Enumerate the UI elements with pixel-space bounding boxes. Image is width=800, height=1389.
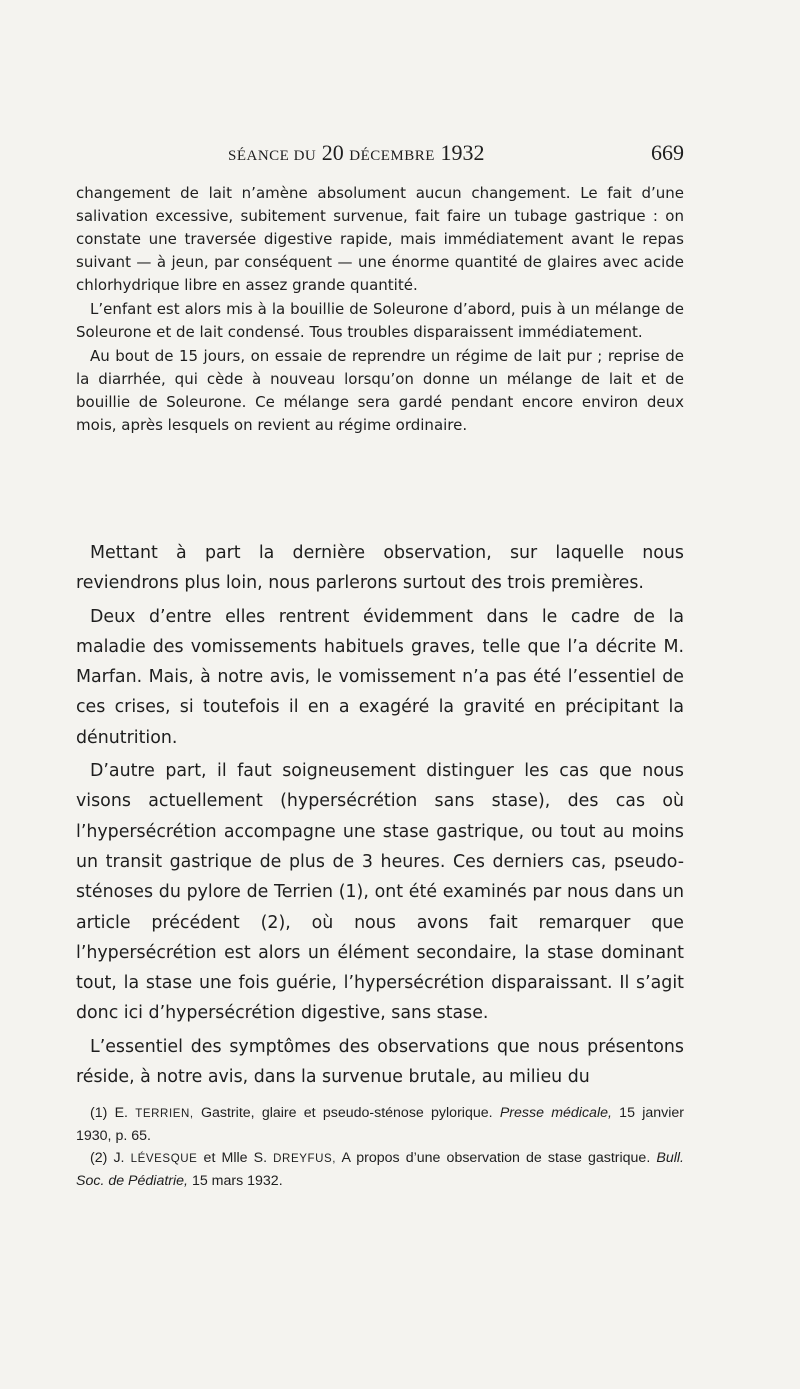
footnote-text: A propos d’une observation de stase gastrique. bbox=[336, 1150, 657, 1166]
page-number: 669 bbox=[651, 140, 684, 165]
footnotes bbox=[76, 1102, 684, 1192]
seance-prefix: SÉANCE DU bbox=[228, 148, 317, 164]
footnote-text: Gastrite, glaire et pseudo-sténose pylorique. bbox=[193, 1105, 500, 1121]
footnote-marker: (1) E. bbox=[90, 1105, 128, 1121]
footnote-journal: Presse médicale, bbox=[499, 1105, 612, 1121]
running-title bbox=[228, 140, 484, 166]
body-paragraph: Deux d’entre elles rentrent évidemment dans le cadre de la maladie des vomissements habituels graves, telle que l’a décrite M. Marfan. Mais, à notre avis, le vomissement n’a pas été l’essentiel de ces crises, si toutefois il en a exagéré la gravité en précipitant la dénutrition. bbox=[76, 606, 684, 748]
footnote-mid: et Mlle S. bbox=[197, 1150, 274, 1166]
footnote-author: DREYFUS, bbox=[273, 1153, 337, 1165]
footnote-tail: 15 janvier 1930, p. 65. bbox=[76, 1105, 684, 1144]
footnote-marker: (2) J. bbox=[90, 1150, 125, 1166]
footnote-author: TERRIEN, bbox=[135, 1108, 194, 1120]
body-paragraph: L’essentiel des symptômes des observations que nous présentons réside, à notre avis, dans la survenue brutale, au milieu du bbox=[76, 1036, 684, 1088]
observation-paragraph: Au bout de 15 jours, on essaie de reprendre un régime de lait pur ; reprise de la diarrhée, qui cède à nouveau lorsqu’on donne un mélange de lait et de bouillie de Soleurone. Ce mélange sera gardé pendant encore environ deux mois, après lesquels on revient au régime ordinaire. bbox=[76, 347, 684, 434]
body-paragraph: D’autre part, il faut soigneusement distinguer les cas que nous visons actuellement (hypersécrétion sans stase), des cas où l’hypersécrétion accompagne une stase gastrique, ou tout au moins un transit gastrique de plus de 3 heures. Ces derniers cas, pseudo-sténoses du pylore de Terrien (1), ont été examinés par nous dans un article précédent (2), où nous avons fait remarquer que l’hypersécrétion est alors un élément secondaire, la stase dominant tout, la stase une fois guérie, l’hypersécrétion disparaissant. Il s’agit donc ici d’hypersécrétion digestive, sans stase. bbox=[76, 761, 684, 1024]
body-paragraph: Mettant à part la dernière observation, sur laquelle nous reviendrons plus loin, nous parlerons surtout des trois premières. bbox=[76, 543, 684, 594]
running-header bbox=[228, 140, 684, 172]
seance-month: DÉCEMBRE bbox=[349, 148, 435, 164]
seance-year: 1932 bbox=[440, 140, 485, 165]
observation-paragraph: changement de lait n’amène absolument aucun changement. Le fait d’une salivation excessive, subitement survenue, fait faire un tubage gastrique : on constate une traversée digestive rapide, mais immédiatement avant le repas suivant — à jeun, par conséquent — une énorme quantité de glaires avec acide chlorhydrique libre en assez grande quantité. bbox=[76, 184, 684, 294]
observation-text bbox=[76, 182, 684, 438]
footnote-1 bbox=[76, 1102, 684, 1147]
observation-paragraph: L’enfant est alors mis à la bouillie de Soleurone d’abord, puis à un mélange de Soleurone et de lait condensé. Tous troubles disparaissent immédiatement. bbox=[76, 300, 684, 341]
main-text bbox=[76, 538, 684, 1095]
footnote-tail: 15 mars 1932. bbox=[188, 1173, 283, 1189]
footnote-2 bbox=[76, 1147, 684, 1192]
seance-day: 20 bbox=[321, 140, 344, 165]
footnote-author: LÉVESQUE bbox=[130, 1153, 198, 1165]
footnote-journal: Bull. Soc. de Pédiatrie, bbox=[76, 1150, 684, 1189]
